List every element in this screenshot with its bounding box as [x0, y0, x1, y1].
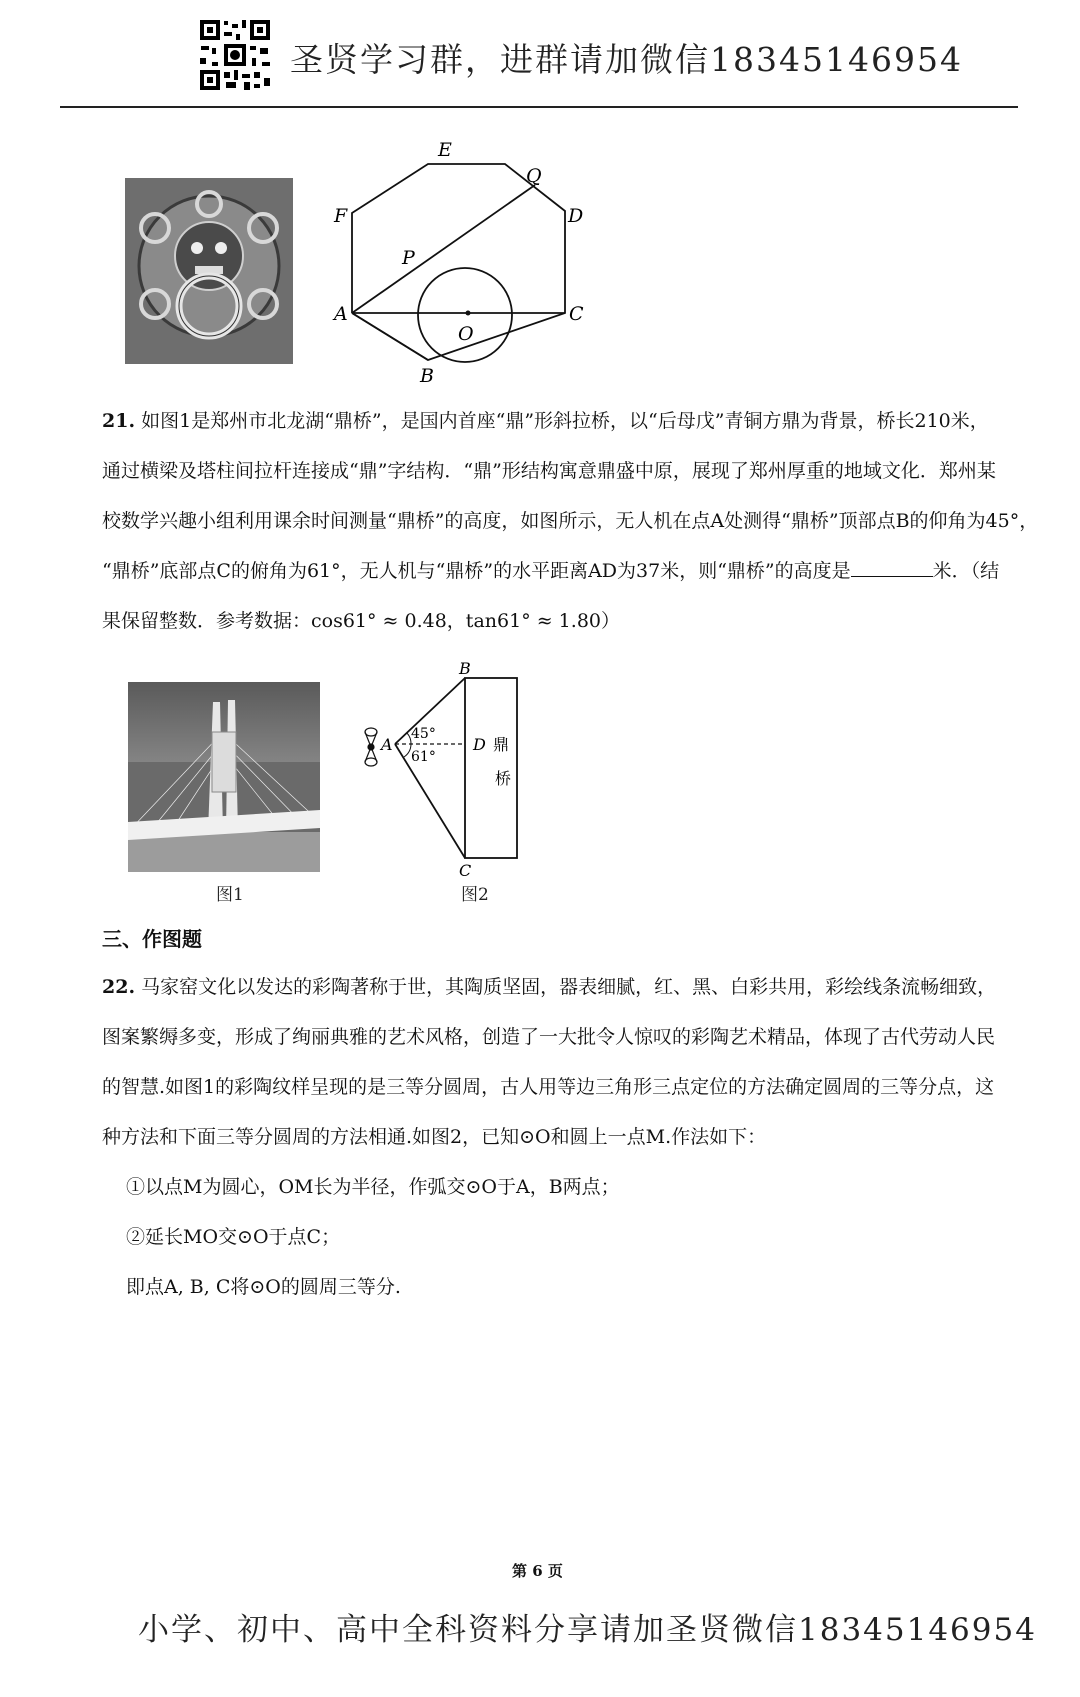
- angle-45: 45°: [411, 726, 436, 742]
- label-B: B: [420, 365, 434, 387]
- q21-line-4: “鼎桥”底部点C的俯角为61°，无人机与“鼎桥”的水平距离AD为37米，则“鼎桥”的高度是 米．（结: [102, 560, 1000, 582]
- bridge-label-top: 鼎: [493, 735, 510, 754]
- bridge-label-bottom: 桥: [495, 769, 512, 788]
- q21-number: 21.: [102, 410, 136, 432]
- qr-code: [198, 18, 272, 92]
- drone-icon: [365, 728, 377, 766]
- section-3-title: 三、作图题: [102, 927, 202, 951]
- q22-conclusion: 即点A, B, C将⊙O的圆周三等分.: [126, 1276, 401, 1298]
- diagram-label-B: B: [459, 659, 471, 678]
- q22-line-4: 种方法和下面三等分圆周的方法相通.如图2，已知⊙O和圆上一点M.作法如下：: [102, 1126, 767, 1148]
- q22-step-1: ①以点M为圆心，OM长为半径，作弧交⊙O于A，B两点；: [126, 1176, 620, 1198]
- q22-step-2: ②延长MO交⊙O于点C；: [126, 1226, 341, 1248]
- q21-line-3: 校数学兴趣小组利用课余时间测量“鼎桥”的高度，如图所示，无人机在点A处测得“鼎桥”顶部点B的仰角为45°，: [102, 510, 1039, 532]
- diagram-label-D: D: [473, 735, 486, 754]
- label-A: A: [334, 303, 348, 325]
- label-P: P: [402, 247, 415, 269]
- diagram-label-C: C: [459, 861, 472, 880]
- label-F: F: [334, 205, 348, 227]
- angle-61: 61°: [411, 749, 436, 765]
- answer-blank: [851, 558, 933, 577]
- label-E: E: [438, 139, 452, 161]
- label-D: D: [568, 205, 584, 227]
- header-rule: [60, 106, 1018, 108]
- diagram-label-A: A: [381, 735, 393, 754]
- door-knocker-photo: [125, 178, 293, 364]
- fig1-caption: 图1: [216, 885, 244, 905]
- footer-text: 小学、初中、高中全科资料分享请加圣贤微信18345146954: [138, 1612, 1037, 1648]
- label-O: O: [458, 323, 474, 345]
- header-text: 圣贤学习群，进群请加微信18345146954: [290, 40, 963, 79]
- hexagon-circle-figure: [334, 130, 590, 390]
- page-number: 第 6 页: [512, 1562, 563, 1580]
- q21-line-1: 21. 如图1是郑州市北龙湖“鼎桥”，是国内首座“鼎”形斜拉桥，以“后母戊”青铜方鼎为背景，桥长210米，: [102, 410, 989, 432]
- question-21: [102, 396, 1039, 646]
- question-22: [102, 962, 1002, 1312]
- q22-line-2: 图案繁缛多变，形成了绚丽典雅的艺术风格，创造了一大批令人惊叹的彩陶艺术精品，体现了古代劳动人民: [102, 1026, 996, 1048]
- bridge-photo: [128, 682, 320, 872]
- label-C: C: [569, 303, 584, 325]
- bridge-angle-diagram: [355, 660, 525, 880]
- q22-line-3: 的智慧.如图1的彩陶纹样呈现的是三等分圆周，古人用等边三角形三点定位的方法确定圆周的三等分点，这: [102, 1076, 995, 1098]
- q22-number: 22.: [102, 976, 136, 998]
- q22-line-1: 22. 马家窑文化以发达的彩陶著称于世，其陶质坚固，器表细腻，红、黑、白彩共用，彩绘线条流畅细致，: [102, 976, 997, 998]
- q21-line-2: 通过横梁及塔柱间拉杆连接成“鼎”字结构．“鼎”形结构寓意鼎盛中原，展现了郑州厚重的地域文化．郑州某: [102, 460, 996, 482]
- fig2-caption: 图2: [461, 885, 489, 905]
- label-Q: Q: [526, 165, 542, 187]
- q21-line-5: 果保留整数．参考数据：cos61° ≈ 0.48，tan61° ≈ 1.80）: [102, 610, 620, 632]
